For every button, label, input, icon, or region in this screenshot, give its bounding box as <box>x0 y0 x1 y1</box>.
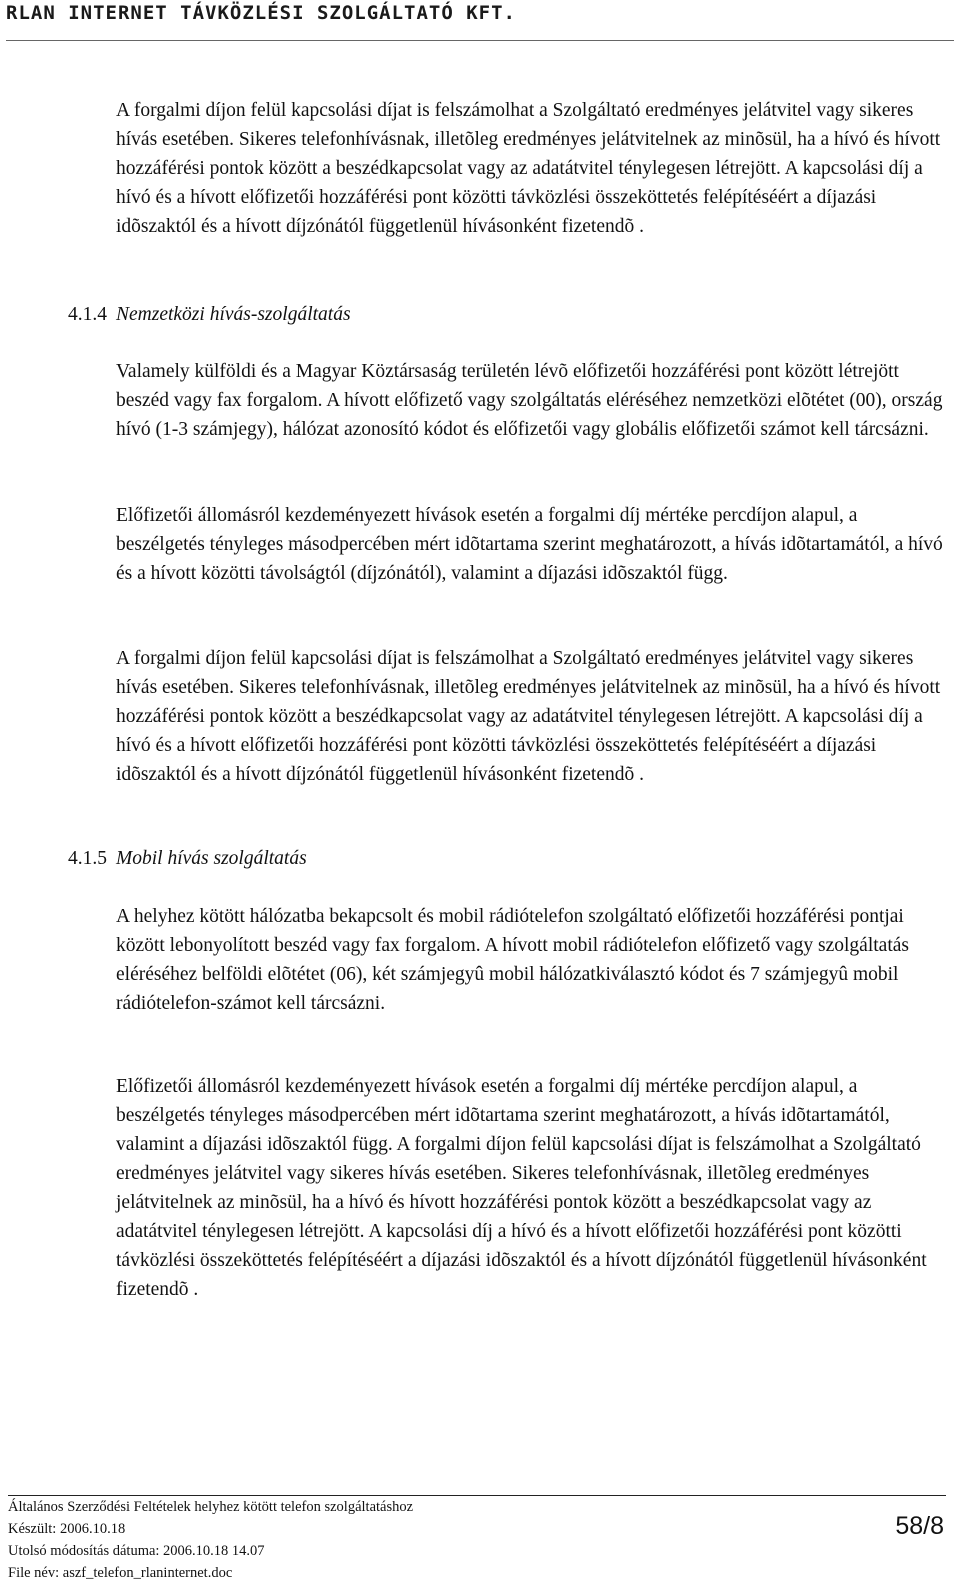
document-body-block-1 <box>116 96 946 241</box>
section-number: 4.1.5 <box>68 848 107 869</box>
document-body-block-2 <box>116 357 946 444</box>
section-number: 4.1.4 <box>68 304 107 325</box>
paragraph-mobile-calls: A helyhez kötött hálózatba bekapcsolt és mobil rádiótelefon szolgáltató előfizetői hozzáférési pontjai között lebonyolított beszéd vagy fax forgalom. A hívott mobil rádiótelefon előfizető vagy szolgáltatás eléréséhez belföldi elõtétet (06), két számjegyû mobil hálózatkiválasztó kódot és 7 számjegyû mobil rádiótelefon-számot kell tárcsázni. <box>116 906 909 1014</box>
document-body-block-3 <box>116 501 946 588</box>
section-title: Mobil hívás szolgáltatás <box>116 848 307 869</box>
document-body-block-5 <box>116 902 946 1018</box>
footer-created-date: Készült: 2006.10.18 <box>8 1521 126 1537</box>
company-header: RLAN INTERNET TÁVKÖZLÉSI SZOLGÁLTATÓ KFT. <box>6 2 516 24</box>
section-heading-4-1-4 <box>68 300 351 329</box>
paragraph-connection-fee: A forgalmi díjon felül kapcsolási díjat is felszámolhat a Szolgáltató eredményes jelátvitel vagy sikeres hívás esetében. Sikeres telefonhívásnak, illetõleg eredményes jelátvitelnek az minõsül, ha a hívó és hívott hozzáférési pontok között a beszédkapcsolat vagy az adatátvitel ténylegesen létrejött. A kapcsolási díj a hívó és a hívott előfizetői hozzáférési pont közötti távközlési összeköttetés felépítéséért a díjazási idõszaktól és a hívott díjzónától függetlenül hívásonként fizetendõ . <box>116 100 941 237</box>
section-title: Nemzetközi hívás-szolgáltatás <box>116 304 351 325</box>
footer-modified-date: Utolsó módosítás dátuma: 2006.10.18 14.07 <box>8 1543 265 1559</box>
document-body-block-4 <box>116 644 946 789</box>
header-divider <box>6 40 954 41</box>
page-number: 58/8 <box>895 1512 944 1540</box>
paragraph-international-calls: Valamely külföldi és a Magyar Köztársaság területén lévõ előfizetői hozzáférési pont között létrejött beszéd vagy fax forgalom. A hívott előfizető vagy szolgáltatás eléréséhez nemzetközi elõtétet (00), ország hívó (1-3 számjegy), hálózat azonosító kódot és előfizetői vagy globális előfizetői számot kell tárcsázni. <box>116 361 943 440</box>
footer-document-title: Általános Szerződési Feltételek helyhez kötött telefon szolgáltatáshoz <box>8 1499 414 1515</box>
paragraph-traffic-fee: Előfizetői állomásról kezdeményezett hívások esetén a forgalmi díj mértéke percdíjon alapul, a beszélgetés tényleges másodpercében mért idõtartama szerint meghatározott, a hívás idõtartamától, a hívó és a hívott közötti távolságtól (díjzónától), valamint a díjazási idõszaktól függ. <box>116 505 943 584</box>
footer-file-name: File név: aszf_telefon_rlaninternet.doc <box>8 1565 233 1581</box>
paragraph-mobile-traffic-fee: Előfizetői állomásról kezdeményezett hívások esetén a forgalmi díj mértéke percdíjon alapul, a beszélgetés tényleges másodpercében mért idõtartama szerint meghatározott, a hívás idõtartamától, valamint a díjazási idõszaktól függ. A forgalmi díjon felül kapcsolási díjat is felszámolhat a Szolgáltató eredményes jelátvitel vagy sikeres hívás esetében. Sikeres telefonhívásnak, illetõleg eredményes jelátvitelnek az minõsül, ha a hívó és hívott hozzáférési pontok között a beszédkapcsolat vagy az adatátvitel ténylegesen létrejött. A kapcsolási díj a hívó és a hívott előfizetői hozzáférési pont közötti távközlési összeköttetés felépítéséért a díjazási idõszaktól és a hívott díjzónától függetlenül hívásonként fizetendõ . <box>116 1076 927 1300</box>
section-heading-4-1-5 <box>68 844 307 873</box>
page-footer <box>8 1496 948 1584</box>
paragraph-connection-fee-2: A forgalmi díjon felül kapcsolási díjat is felszámolhat a Szolgáltató eredményes jelátvitel vagy sikeres hívás esetében. Sikeres telefonhívásnak, illetõleg eredményes jelátvitelnek az minõsül, ha a hívó és hívott hozzáférési pontok között a beszédkapcsolat vagy az adatátvitel ténylegesen létrejött. A kapcsolási díj a hívó és a hívott előfizetői hozzáférési pont közötti távközlési összeköttetés felépítéséért a díjazási idõszaktól és a hívott díjzónától függetlenül hívásonként fizetendõ . <box>116 648 941 785</box>
document-body-block-6 <box>116 1072 946 1304</box>
